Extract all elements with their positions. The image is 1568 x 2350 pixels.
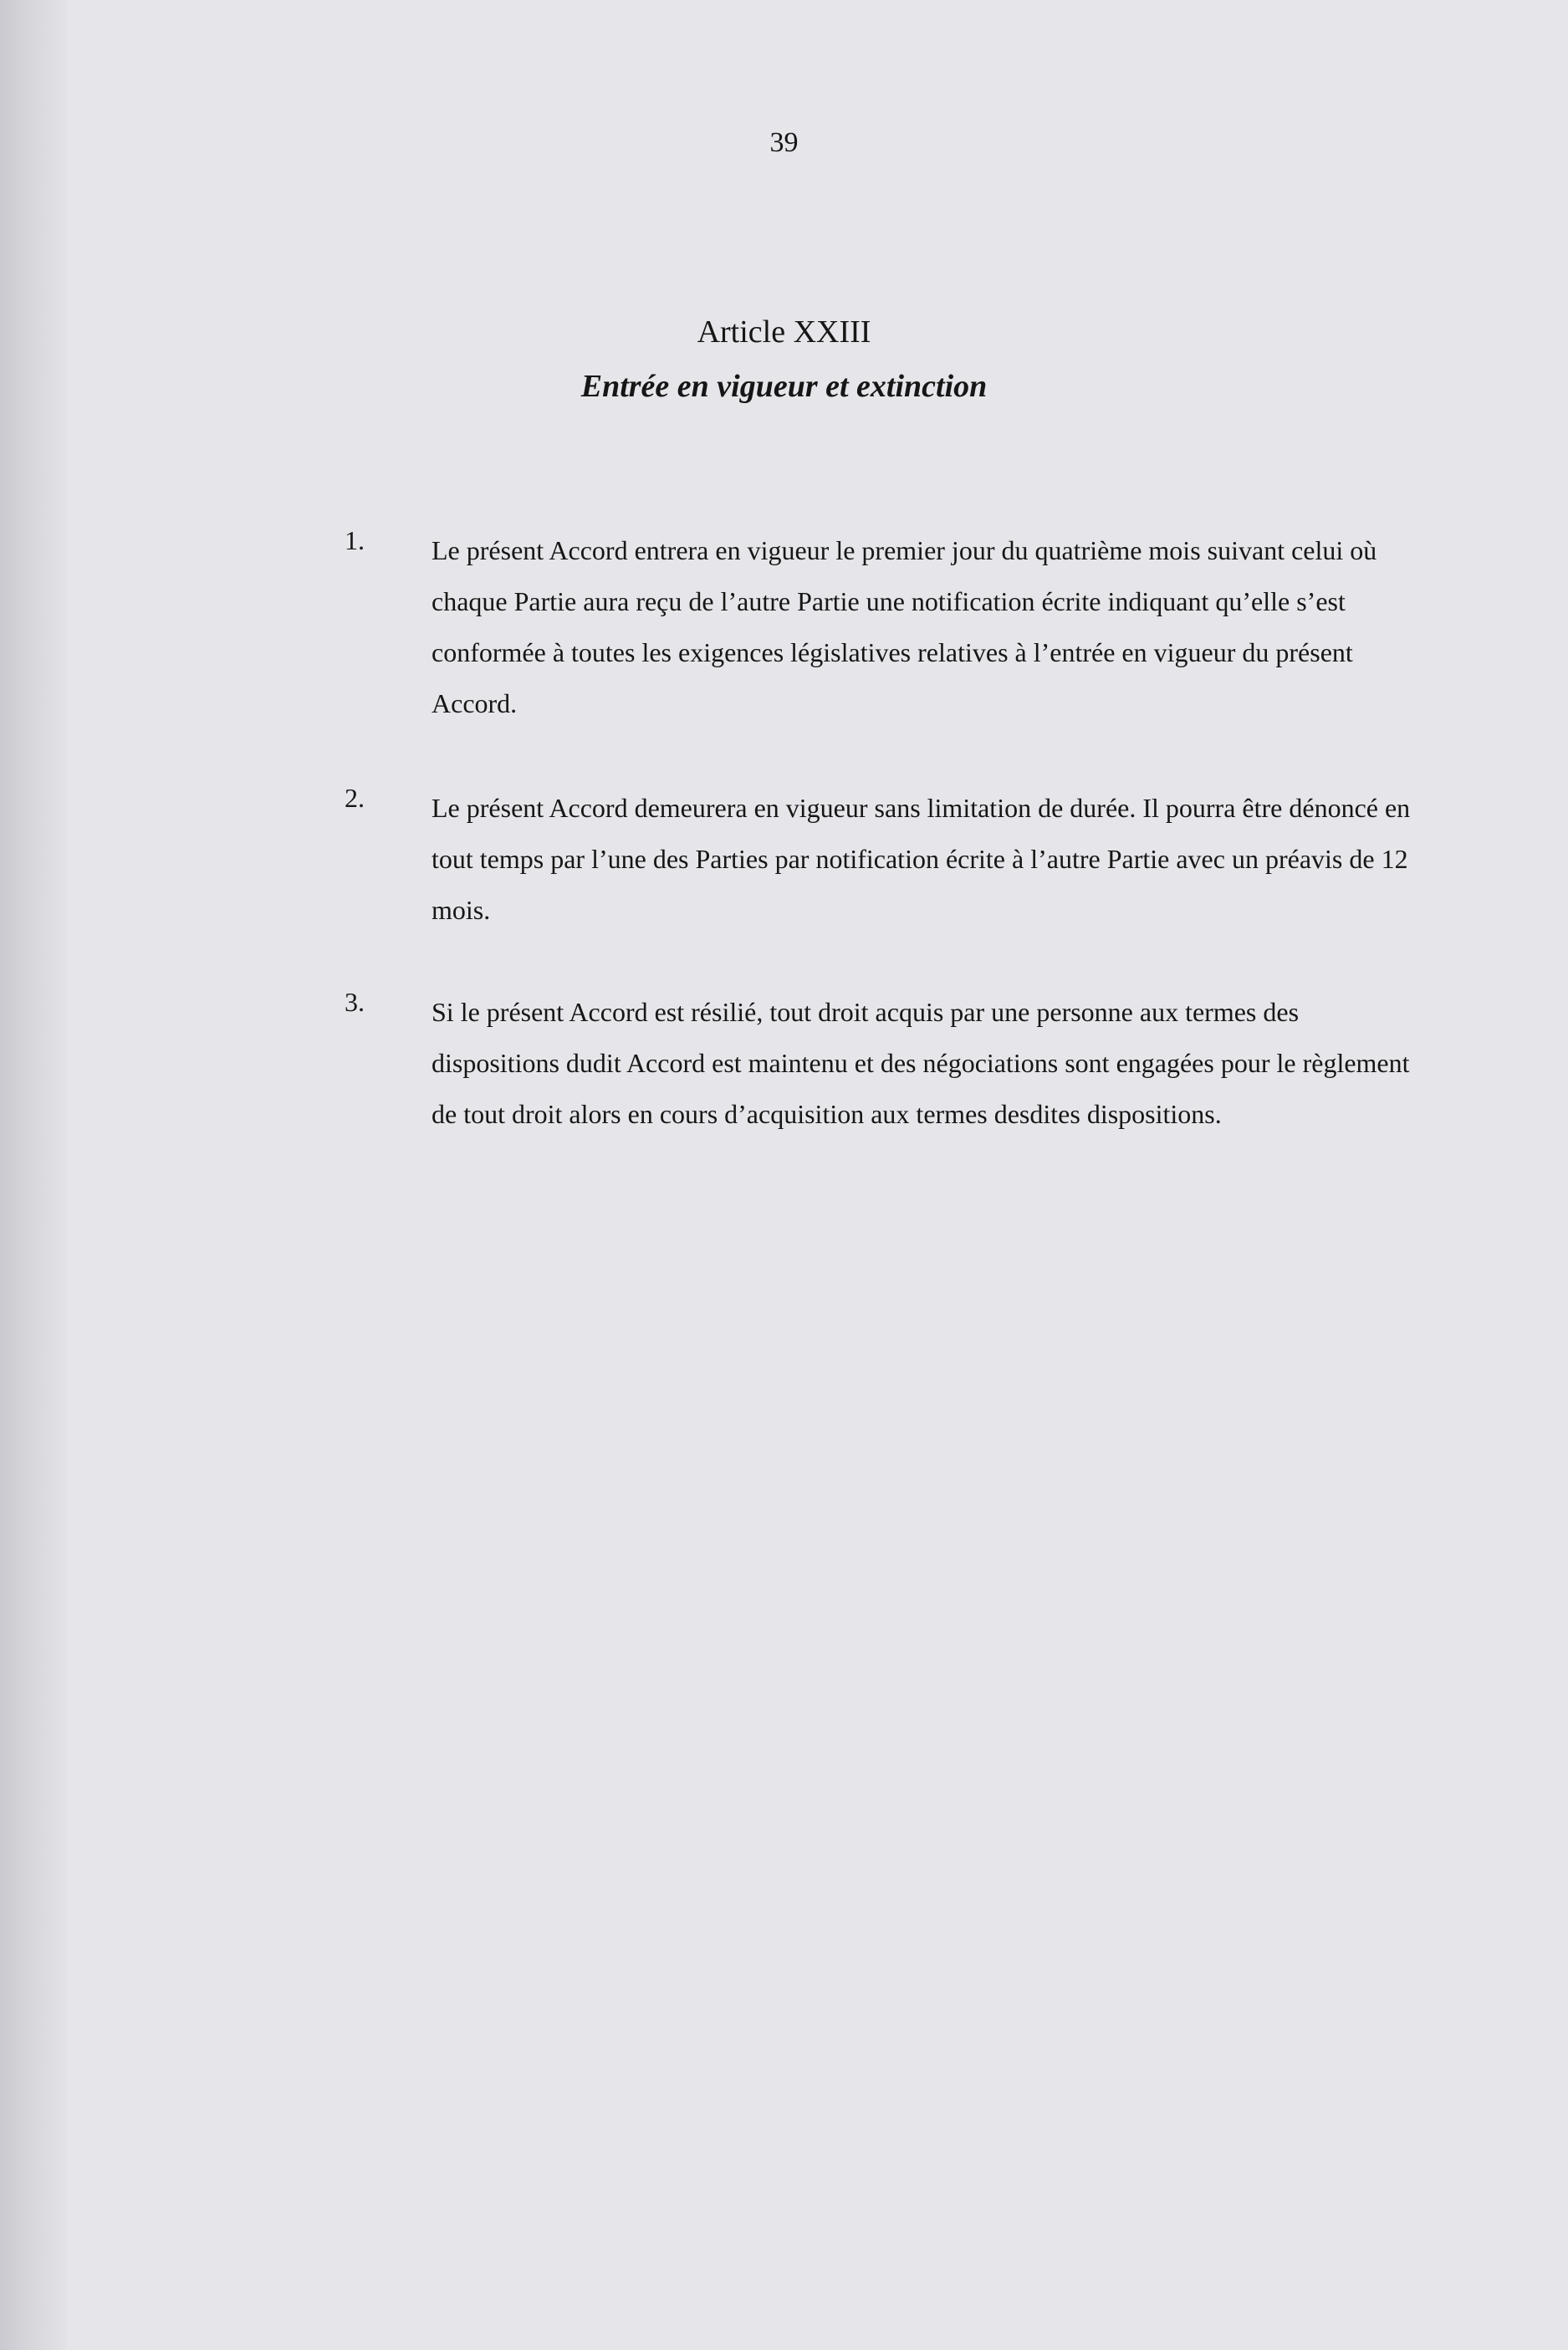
clause-number: 2.	[345, 783, 365, 813]
clause-text: Si le présent Accord est résilié, tout droit acquis par une personne aux termes des dispositions dudit Accord est maintenu et des négociations sont engagées pour le règlement de tout droit alors en cours d’acquisition aux termes desdites dispositions.	[432, 997, 1410, 1129]
page-number: 39	[769, 127, 799, 158]
article-title: Article XXIII	[697, 314, 871, 350]
clause-number: 1.	[345, 525, 365, 555]
clause-text: Le présent Accord demeurera en vigueur sans limitation de durée. Il pourra être dénoncé en tout temps par l’une des Parties par notification écrite à l’autre Partie avec un préavis de 12 mois.	[432, 793, 1411, 925]
clause-number: 3.	[345, 987, 365, 1017]
article-subtitle: Entrée en vigueur et extinction	[580, 369, 988, 404]
clause-text: Le présent Accord entrera en vigueur le premier jour du quatrième mois suivant celui où chaque Partie aura reçu de l’autre Partie une notification écrite indiquant qu’elle s’est conformée à toutes les exigences législatives relatives à l’entrée en vigueur du présent Accord.	[432, 535, 1377, 718]
page-binding-edge	[0, 0, 67, 2350]
